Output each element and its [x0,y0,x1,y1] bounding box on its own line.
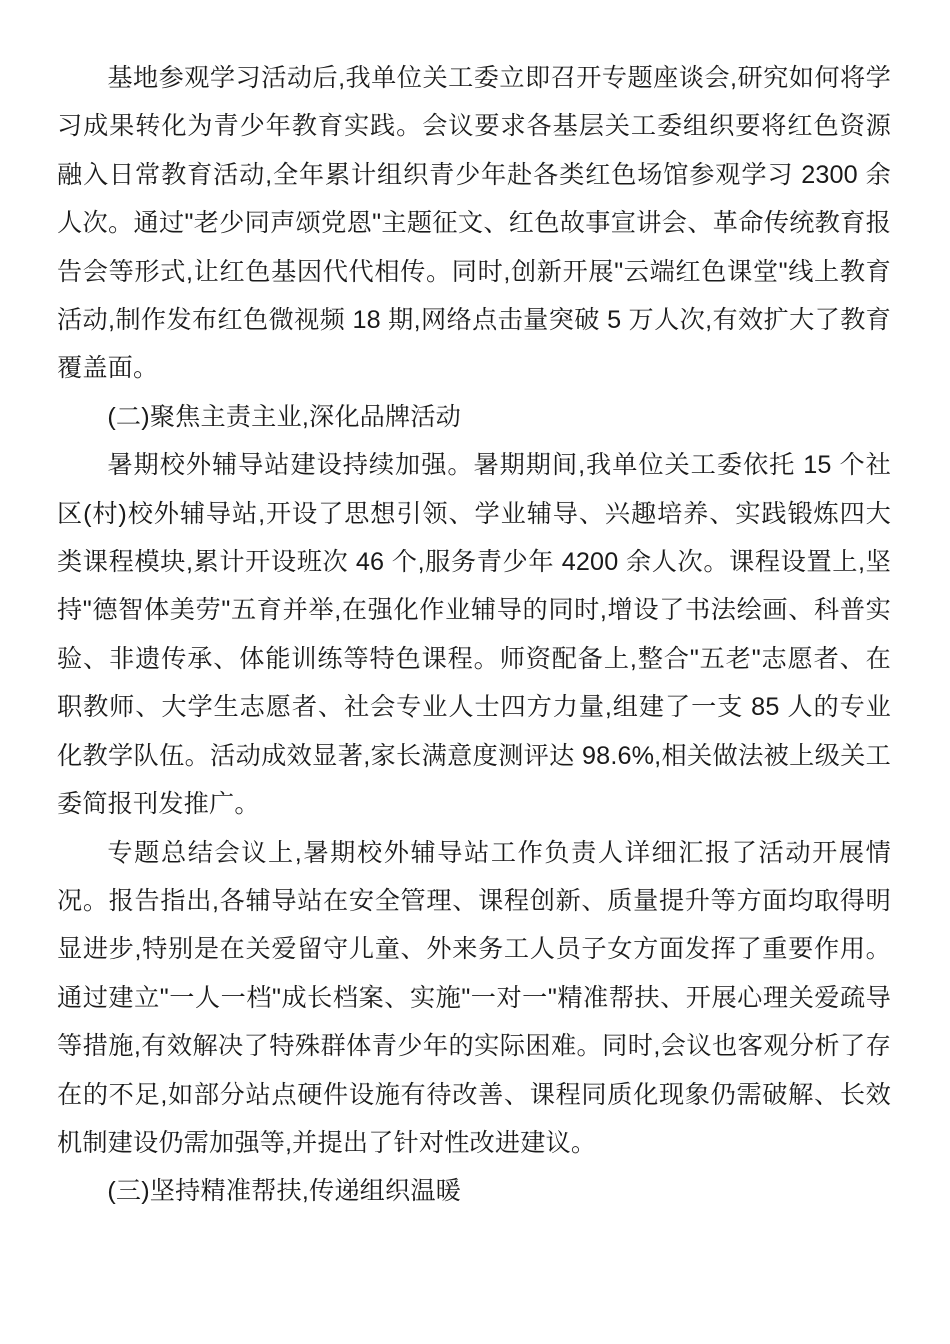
heading-section-three: (三)坚持精准帮扶,传递组织温暖 [107,1177,462,1206]
heading-section-two: (二)聚焦主责主业,深化品牌活动 [107,402,462,431]
document-body [57,54,891,1216]
paragraph-red-resources: 基地参观学习活动后,我单位关工委立即召开专题座谈会,研究如何将学习成果转化为青少年教育实践。会议要求各基层关工委组织要将红色资源融入日常教育活动,全年累计组织青少年赴各类红色场馆参观学习 2300 余人次。通过"老少同声颂党恩"主题征文、红色故事宣讲会、革命传统教育报告会等形式,让红色基因代代相传。同时,创新开展"云端红色课堂"线上教育活动,制作发布红色微视频 18 期,网络点击量突破 5 万人次,有效扩大了教育覆盖面。 [57,64,891,383]
paragraph-summary-meeting: 专题总结会议上,暑期校外辅导站工作负责人详细汇报了活动开展情况。报告指出,各辅导站在安全管理、课程创新、质量提升等方面均取得明显进步,特别是在关爱留守儿童、外来务工人员子女方面发挥了重要作用。通过建立"一人一档"成长档案、实施"一对一"精准帮扶、开展心理关爱疏导等措施,有效解决了特殊群体青少年的实际困难。同时,会议也客观分析了存在的不足,如部分站点硬件设施有待改善、课程同质化现象仍需破解、长效机制建设仍需加强等,并提出了针对性改进建议。 [57,838,891,1157]
paragraph-summer-tutoring-stations: 暑期校外辅导站建设持续加强。暑期期间,我单位关工委依托 15 个社区(村)校外辅导站,开设了思想引领、学业辅导、兴趣培养、实践锻炼四大类课程模块,累计开设班次 46 个,服务青少年 4200 余人次。课程设置上,坚持"德智体美劳"五育并举,在强化作业辅导的同时,增设了书法绘画、科普实验、非遗传承、体能训练等特色课程。师资配备上,整合"五老"志愿者、在职教师、大学生志愿者、社会专业人士四方力量,组建了一支 85 人的专业化教学队伍。活动成效显著,家长满意度测评达 98.6%,相关做法被上级关工委简报刊发推广。 [57,451,891,819]
